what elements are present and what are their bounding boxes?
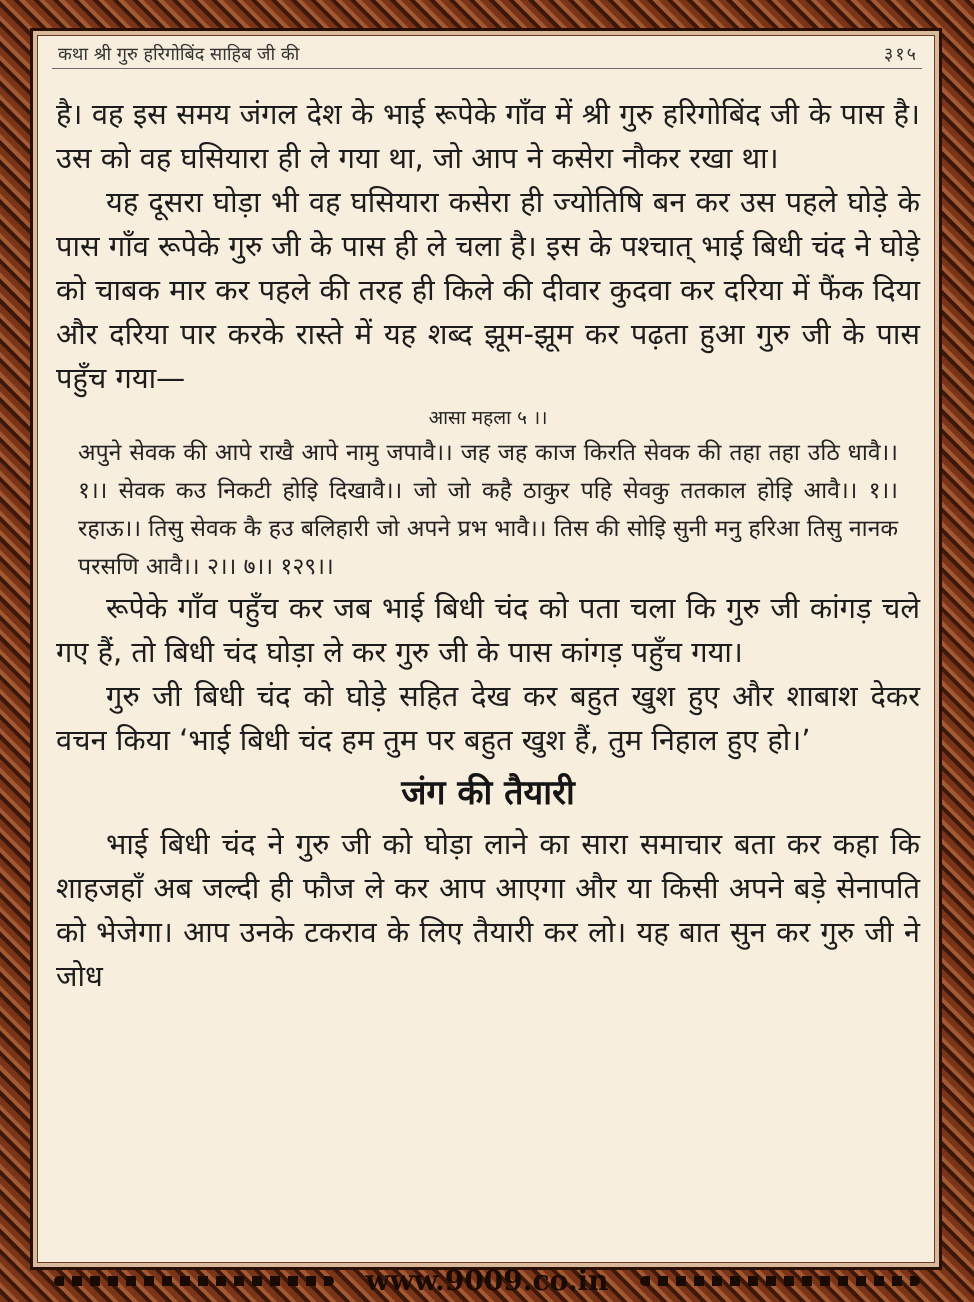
page-body <box>56 92 920 998</box>
section-heading: जंग की तैयारी <box>401 773 575 813</box>
verse-text: अपुने सेवक की आपे राखै आपे नामु जपावै।। जह जह काज किरति सेवक की तहा तहा उठि धावै।। १।। सेवक कउ निकटी होइि दिखावै।। जो जो कहै ठाकुर पहि सेवकु ततकाल होइि आवै।। १।। रहाऊ।। तिसु सेवक कै हउ बलिहारी जो अपने प्रभ भावै।। तिस की सोइि सुनी मनु हरिआ तिसु नानक परसणि आवै।। २।। ७।। १२९।। <box>78 440 898 580</box>
book-page <box>37 35 935 1263</box>
paragraph: गुरु जी बिधी चंद को घोड़े सहित देख कर बहुत खुश हुए और शाबाश देकर वचन किया ‘भाई बिधी चंद हम तुम पर बहुत खुश हैं, तुम निहाल हुए हो।’ <box>56 679 920 757</box>
book-title: कथा श्री गुरु हरिगोबिंद साहिब जी की <box>58 44 300 65</box>
footer <box>0 1260 974 1302</box>
page-number: ३१५ <box>883 44 918 65</box>
paragraph: है। वह इस समय जंगल देश के भाई रूपेके गाँव में श्री गुरु हरिगोबिंद जी के पास है। उस को वह घसियारा ही ले गया था, जो आप ने कसेरा नौकर रखा था। <box>56 97 920 175</box>
running-header <box>52 40 922 69</box>
verse-title: आसा महला ५ ।। <box>428 407 548 429</box>
paragraph: रूपेके गाँव पहुँच कर जब भाई बिधी चंद को पता चला कि गुरु जी कांगड़ चले गए हैं, तो बिधी चंद घोड़ा ले कर गुरु जी के पास कांगड़ पहुँच गया। <box>56 591 920 669</box>
paragraph: यह दूसरा घोड़ा भी वह घसियारा कसेरा ही ज्योतिषि बन कर उस पहले घोड़े के पास गाँव रूपेके गुरु जी के पास ही ले चला है। इस के पश्चात् भाई बिधी चंद ने घोड़े को चाबक मार कर पहले की तरह ही किले की दीवार कुदवा कर दरिया में फैंक दिया और दरिया पार करके रास्ते में यह शब्द झूम-झूम कर पढ़ता हुआ गुरु जी के पास पहुँच गया— <box>56 185 920 395</box>
footer-ornament-right <box>640 1276 920 1286</box>
footer-website-link[interactable]: www.9009.co.in <box>365 1264 609 1297</box>
paragraph: भाई बिधी चंद ने गुरु जी को घोड़ा लाने का सारा समाचार बता कर कहा कि शाहजहाँ अब जल्दी ही फौज ले कर आप आएगा और या किसी अपने बड़े सेनापति को भेजेगा। आप उनके टकराव के लिए तैयारी कर लो। यह बात सुन कर गुरु जी ने जोध <box>56 827 920 993</box>
